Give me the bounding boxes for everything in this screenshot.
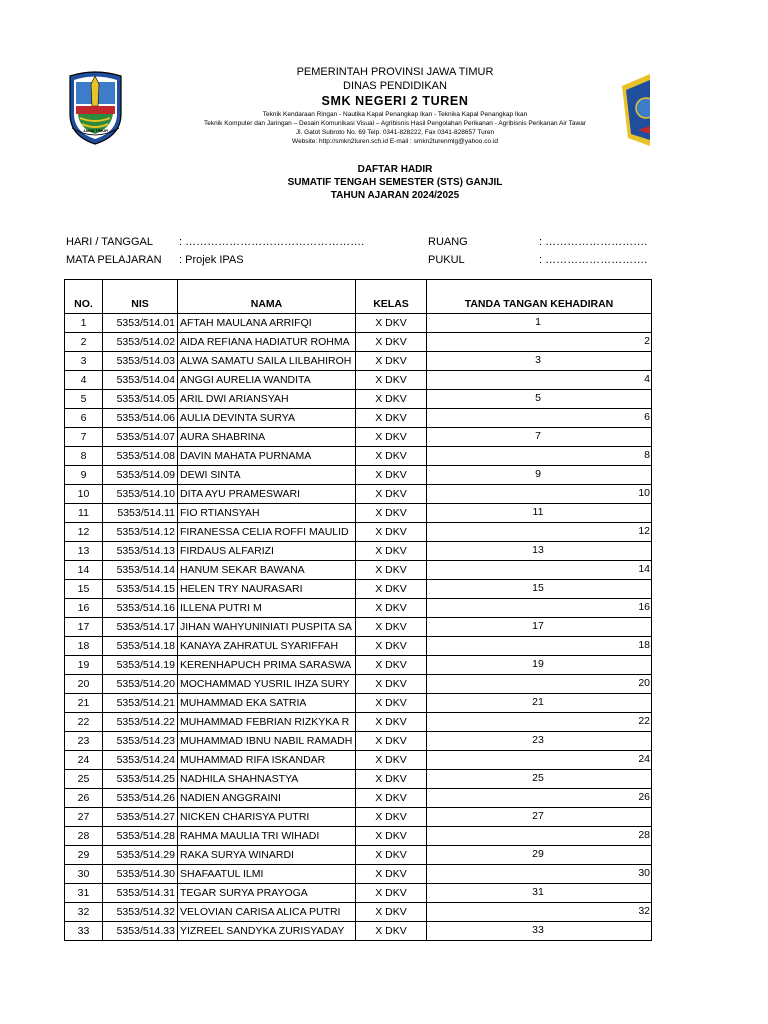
cell-no: 15: [65, 580, 103, 599]
cell-class: X DKV: [356, 732, 427, 751]
cell-no: 28: [65, 827, 103, 846]
cell-name: MOCHAMMAD YUSRIL IHZA SURY: [178, 675, 356, 694]
cell-no: 14: [65, 561, 103, 580]
table-row: [65, 485, 652, 504]
cell-no: 6: [65, 409, 103, 428]
cell-signature[interactable]: [427, 428, 652, 447]
table-row: [65, 751, 652, 770]
cell-signature[interactable]: [427, 561, 652, 580]
cell-class: X DKV: [356, 447, 427, 466]
cell-name: MUHAMMAD RIFA ISKANDAR: [178, 751, 356, 770]
cell-nis: 5353/514.27: [103, 808, 178, 827]
cell-signature[interactable]: [427, 675, 652, 694]
cell-name: AFTAH MAULANA ARRIFQI: [178, 314, 356, 333]
table-row: [65, 846, 652, 865]
table-row: [65, 352, 652, 371]
doc-subtitle: SUMATIF TENGAH SEMESTER (STS) GANJIL: [287, 177, 503, 188]
cell-name: MUHAMMAD FEBRIAN RIZKYKA R: [178, 713, 356, 732]
cell-class: X DKV: [356, 485, 427, 504]
table-row: [65, 884, 652, 903]
attendance-rows: [65, 314, 652, 941]
cell-signature[interactable]: [427, 466, 652, 485]
cell-class: X DKV: [356, 656, 427, 675]
cell-nis: 5353/514.04: [103, 371, 178, 390]
cell-no: 23: [65, 732, 103, 751]
signature-number: 27: [532, 810, 544, 822]
signature-number: 2: [644, 335, 650, 347]
table-row: [65, 656, 652, 675]
header-government: PEMERINTAH PROVINSI JAWA TIMUR: [296, 66, 494, 78]
cell-name: DAVIN MAHATA PURNAMA: [178, 447, 356, 466]
cell-class: X DKV: [356, 352, 427, 371]
cell-nis: 5353/514.05: [103, 390, 178, 409]
signature-number: 15: [532, 582, 544, 594]
cell-name: ALWA SAMATU SAILA LILBAHIROH: [178, 352, 356, 371]
table-row: [65, 390, 652, 409]
cell-no: 5: [65, 390, 103, 409]
cell-no: 20: [65, 675, 103, 694]
cell-nis: 5353/514.13: [103, 542, 178, 561]
cell-nis: 5353/514.01: [103, 314, 178, 333]
cell-class: X DKV: [356, 827, 427, 846]
cell-name: SHAFAATUL ILMI: [178, 865, 356, 884]
cell-nis: 5353/514.24: [103, 751, 178, 770]
cell-no: 11: [65, 504, 103, 523]
cell-signature[interactable]: [427, 751, 652, 770]
cell-signature[interactable]: [427, 618, 652, 637]
cell-class: X DKV: [356, 371, 427, 390]
date-label: HARI / TANGGAL: [66, 236, 154, 248]
signature-number: 13: [532, 544, 544, 556]
cell-nis: 5353/514.17: [103, 618, 178, 637]
cell-nis: 5353/514.08: [103, 447, 178, 466]
cell-no: 25: [65, 770, 103, 789]
table-row: [65, 865, 652, 884]
cell-name: JIHAN WAHYUNINIATI PUSPITA SA: [178, 618, 356, 637]
cell-signature[interactable]: [427, 903, 652, 922]
date-value: : ………………………………………….: [179, 236, 365, 248]
cell-signature[interactable]: [427, 333, 652, 352]
cell-no: 21: [65, 694, 103, 713]
signature-number: 21: [532, 696, 544, 708]
cell-nis: 5353/514.26: [103, 789, 178, 808]
cell-no: 12: [65, 523, 103, 542]
signature-number: 5: [535, 392, 541, 404]
cell-class: X DKV: [356, 675, 427, 694]
signature-number: 9: [535, 468, 541, 480]
cell-name: FIRDAUS ALFARIZI: [178, 542, 356, 561]
cell-signature[interactable]: [427, 409, 652, 428]
cell-no: 4: [65, 371, 103, 390]
cell-signature[interactable]: [427, 656, 652, 675]
cell-class: X DKV: [356, 504, 427, 523]
table-row: [65, 618, 652, 637]
col-header-name: NAMA: [178, 280, 356, 314]
cell-class: X DKV: [356, 713, 427, 732]
table-row: [65, 409, 652, 428]
cell-signature[interactable]: [427, 922, 652, 941]
cell-class: X DKV: [356, 542, 427, 561]
cell-nis: 5353/514.19: [103, 656, 178, 675]
signature-number: 17: [532, 620, 544, 632]
col-header-signature: TANDA TANGAN KEHADIRAN: [427, 280, 652, 314]
table-row: [65, 428, 652, 447]
col-header-nis: NIS: [103, 280, 178, 314]
signature-number: 16: [638, 601, 650, 613]
cell-nis: 5353/514.03: [103, 352, 178, 371]
cell-name: NADHILA SHAHNASTYA: [178, 770, 356, 789]
cell-no: 13: [65, 542, 103, 561]
cell-signature[interactable]: [427, 599, 652, 618]
cell-signature[interactable]: [427, 732, 652, 751]
cell-no: 27: [65, 808, 103, 827]
cell-class: X DKV: [356, 789, 427, 808]
cell-class: X DKV: [356, 333, 427, 352]
table-row: [65, 561, 652, 580]
cell-no: 10: [65, 485, 103, 504]
table-row: [65, 542, 652, 561]
table-row: [65, 580, 652, 599]
table-row: [65, 371, 652, 390]
doc-academic-year: TAHUN AJARAN 2024/2025: [330, 190, 460, 201]
table-row: [65, 808, 652, 827]
table-row: [65, 789, 652, 808]
cell-class: X DKV: [356, 770, 427, 789]
cell-class: X DKV: [356, 409, 427, 428]
cell-class: X DKV: [356, 428, 427, 447]
cell-no: 1: [65, 314, 103, 333]
cell-class: X DKV: [356, 903, 427, 922]
signature-number: 18: [638, 639, 650, 651]
logo-caption: JAWA TIMUR: [83, 128, 108, 133]
cell-nis: 5353/514.30: [103, 865, 178, 884]
cell-nis: 5353/514.09: [103, 466, 178, 485]
cell-nis: 5353/514.33: [103, 922, 178, 941]
cell-name: VELOVIAN CARISA ALICA PUTRI: [178, 903, 356, 922]
cell-name: KERENHAPUCH PRIMA SARASWA: [178, 656, 356, 675]
signature-number: 30: [638, 867, 650, 879]
table-row: [65, 922, 652, 941]
signature-number: 28: [638, 829, 650, 841]
table-row: [65, 447, 652, 466]
cell-signature[interactable]: [427, 504, 652, 523]
cell-nis: 5353/514.16: [103, 599, 178, 618]
signature-number: 4: [644, 373, 650, 385]
cell-class: X DKV: [356, 314, 427, 333]
cell-no: 30: [65, 865, 103, 884]
cell-name: HELEN TRY NAURASARI: [178, 580, 356, 599]
cell-class: X DKV: [356, 599, 427, 618]
cell-nis: 5353/514.31: [103, 884, 178, 903]
cell-no: 29: [65, 846, 103, 865]
cell-name: ARIL DWI ARIANSYAH: [178, 390, 356, 409]
cell-nis: 5353/514.20: [103, 675, 178, 694]
cell-class: X DKV: [356, 390, 427, 409]
cell-class: X DKV: [356, 618, 427, 637]
signature-number: 3: [535, 354, 541, 366]
cell-nis: 5353/514.32: [103, 903, 178, 922]
cell-no: 17: [65, 618, 103, 637]
table-row: [65, 333, 652, 352]
cell-signature[interactable]: [427, 447, 652, 466]
cell-name: DITA AYU PRAMESWARI: [178, 485, 356, 504]
cell-name: NADIEN ANGGRAINI: [178, 789, 356, 808]
cell-class: X DKV: [356, 523, 427, 542]
cell-nis: 5353/514.06: [103, 409, 178, 428]
cell-signature[interactable]: [427, 789, 652, 808]
cell-name: HANUM SEKAR BAWANA: [178, 561, 356, 580]
cell-signature[interactable]: [427, 694, 652, 713]
header-programs-1: Teknik Kendaraan Ringan - Nautika Kapal Penangkap Ikan - Teknika Kapal Penangkap Ikan: [262, 111, 528, 118]
cell-class: X DKV: [356, 922, 427, 941]
cell-class: X DKV: [356, 561, 427, 580]
col-header-class: KELAS: [356, 280, 427, 314]
cell-signature[interactable]: [427, 865, 652, 884]
cell-no: 33: [65, 922, 103, 941]
cell-no: 9: [65, 466, 103, 485]
signature-number: 23: [532, 734, 544, 746]
cell-no: 26: [65, 789, 103, 808]
cell-name: NICKEN CHARISYA PUTRI: [178, 808, 356, 827]
cell-class: X DKV: [356, 808, 427, 827]
cell-name: KANAYA ZAHRATUL SYARIFFAH: [178, 637, 356, 656]
doc-title: DAFTAR HADIR: [357, 164, 433, 175]
signature-number: 10: [638, 487, 650, 499]
cell-signature[interactable]: [427, 523, 652, 542]
signature-number: 12: [638, 525, 650, 537]
cell-nis: 5353/514.18: [103, 637, 178, 656]
cell-nis: 5353/514.07: [103, 428, 178, 447]
school-name: SMK NEGERI 2 TUREN: [321, 94, 469, 108]
table-row: [65, 713, 652, 732]
table-row: [65, 466, 652, 485]
signature-number: 29: [532, 848, 544, 860]
cell-no: 19: [65, 656, 103, 675]
subject-value: : Projek IPAS: [179, 254, 244, 266]
attendance-table: [64, 279, 652, 941]
cell-nis: 5353/514.25: [103, 770, 178, 789]
province-logo: [66, 70, 125, 146]
cell-nis: 5353/514.21: [103, 694, 178, 713]
cell-signature[interactable]: [427, 713, 652, 732]
signature-number: 1: [535, 316, 541, 328]
cell-signature[interactable]: [427, 808, 652, 827]
cell-name: MUHAMMAD IBNU NABIL RAMADH: [178, 732, 356, 751]
signature-number: 6: [644, 411, 650, 423]
cell-class: X DKV: [356, 751, 427, 770]
signature-number: 31: [532, 886, 544, 898]
cell-name: AIDA REFIANA HADIATUR ROHMA: [178, 333, 356, 352]
cell-name: AURA SHABRINA: [178, 428, 356, 447]
cell-no: 7: [65, 428, 103, 447]
cell-name: MUHAMMAD EKA SATRIA: [178, 694, 356, 713]
cell-name: TEGAR SURYA PRAYOGA: [178, 884, 356, 903]
cell-name: RAHMA MAULIA TRI WIHADI: [178, 827, 356, 846]
signature-number: 8: [644, 449, 650, 461]
cell-name: YIZREEL SANDYKA ZURISYADAY: [178, 922, 356, 941]
signature-number: 19: [532, 658, 544, 670]
cell-class: X DKV: [356, 865, 427, 884]
cell-no: 24: [65, 751, 103, 770]
cell-no: 32: [65, 903, 103, 922]
table-row: [65, 504, 652, 523]
time-label: PUKUL: [428, 254, 465, 266]
cell-signature[interactable]: [427, 314, 652, 333]
col-header-no: NO.: [65, 280, 103, 314]
cell-signature[interactable]: [427, 485, 652, 504]
cell-class: X DKV: [356, 466, 427, 485]
cell-signature[interactable]: [427, 390, 652, 409]
cell-no: 31: [65, 884, 103, 903]
signature-number: 26: [638, 791, 650, 803]
table-row: [65, 827, 652, 846]
room-label: RUANG: [428, 236, 468, 248]
table-row: [65, 694, 652, 713]
cell-nis: 5353/514.22: [103, 713, 178, 732]
subject-label: MATA PELAJARAN: [66, 254, 162, 266]
table-row: [65, 770, 652, 789]
cell-signature[interactable]: [427, 580, 652, 599]
signature-number: 22: [638, 715, 650, 727]
cell-nis: 5353/514.23: [103, 732, 178, 751]
cell-nis: 5353/514.15: [103, 580, 178, 599]
cell-nis: 5353/514.10: [103, 485, 178, 504]
table-row: [65, 523, 652, 542]
signature-number: 33: [532, 924, 544, 936]
room-value: : ……………………….: [539, 236, 648, 248]
cell-name: FIO RTIANSYAH: [178, 504, 356, 523]
signature-number: 7: [535, 430, 541, 442]
signature-number: 11: [532, 506, 544, 518]
header-programs-2: Teknik Komputer dan Jaringan – Desain Komunikasi Visual – Agribisnis Hasil Pengolahan Perikanan - Agribisnis Perikanan Air Tawar: [203, 120, 587, 127]
cell-no: 18: [65, 637, 103, 656]
cell-class: X DKV: [356, 580, 427, 599]
cell-signature[interactable]: [427, 637, 652, 656]
cell-name: ILLENA PUTRI M: [178, 599, 356, 618]
cell-signature[interactable]: [427, 846, 652, 865]
cell-no: 2: [65, 333, 103, 352]
cell-class: X DKV: [356, 694, 427, 713]
cell-name: FIRANESSA CELIA ROFFI MAULID: [178, 523, 356, 542]
cell-signature[interactable]: [427, 352, 652, 371]
cell-no: 22: [65, 713, 103, 732]
cell-name: RAKA SURYA WINARDI: [178, 846, 356, 865]
cell-signature[interactable]: [427, 827, 652, 846]
signature-number: 32: [638, 905, 650, 917]
table-row: [65, 732, 652, 751]
cell-nis: 5353/514.29: [103, 846, 178, 865]
cell-nis: 5353/514.14: [103, 561, 178, 580]
cell-no: 3: [65, 352, 103, 371]
cell-nis: 5353/514.28: [103, 827, 178, 846]
cell-no: 16: [65, 599, 103, 618]
table-row: [65, 314, 652, 333]
table-row: [65, 599, 652, 618]
time-value: : ……………………….: [539, 254, 648, 266]
table-row: [65, 675, 652, 694]
signature-number: 24: [638, 753, 650, 765]
signature-number: 20: [638, 677, 650, 689]
cell-signature[interactable]: [427, 884, 652, 903]
cell-name: DEWI SINTA: [178, 466, 356, 485]
table-header-row: [65, 280, 652, 314]
cell-nis: 5353/514.11: [103, 504, 178, 523]
table-row: [65, 637, 652, 656]
cell-signature[interactable]: [427, 542, 652, 561]
header-address: Jl. Gatot Subroto No. 69 Telp. 0341-828222, Fax 0341-828657 Turen: [295, 129, 495, 136]
signature-number: 14: [638, 563, 650, 575]
table-row: [65, 903, 652, 922]
cell-nis: 5353/514.02: [103, 333, 178, 352]
cell-name: AULIA DEVINTA SURYA: [178, 409, 356, 428]
cell-class: X DKV: [356, 846, 427, 865]
cell-nis: 5353/514.12: [103, 523, 178, 542]
cell-signature[interactable]: [427, 770, 652, 789]
header-department: DINAS PENDIDIKAN: [343, 80, 447, 92]
cell-name: ANGGI AURELIA WANDITA: [178, 371, 356, 390]
signature-number: 25: [532, 772, 544, 784]
cell-no: 8: [65, 447, 103, 466]
header-contact: Website: http://smkn2turen.sch.id E-mail : smkn2turenmlg@yahoo.co.id: [292, 138, 498, 145]
cell-signature[interactable]: [427, 371, 652, 390]
cell-class: X DKV: [356, 637, 427, 656]
cell-class: X DKV: [356, 884, 427, 903]
